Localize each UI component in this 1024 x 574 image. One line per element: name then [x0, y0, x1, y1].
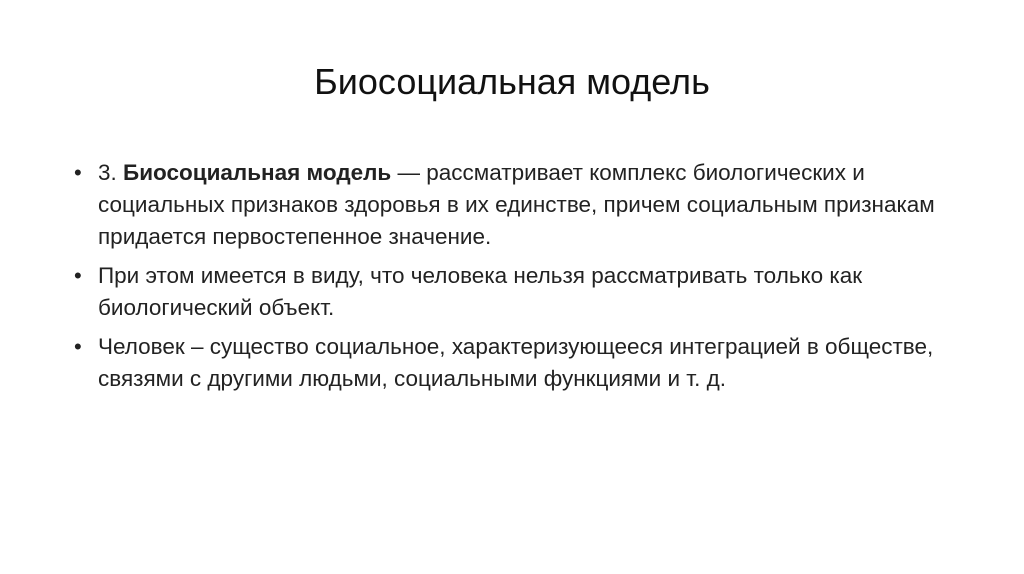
bullet-dot-icon: • — [74, 263, 82, 288]
bullet-text: При этом имеется в виду, что человека нельзя рассматривать только как биологический объект. — [98, 263, 863, 320]
bullet-dot-icon: • — [74, 334, 82, 359]
bullet-list — [74, 157, 954, 402]
bullet-dot-icon: • — [74, 160, 82, 185]
bullet-item-2 — [74, 260, 954, 324]
bullet-term: Биосоциальная модель — [123, 160, 392, 185]
bullet-prefix: 3. — [98, 160, 124, 185]
bullet-text: — рассматривает комплекс биологических и социальных признаков здоровья в их единстве, причем социальным признакам придается первостепенное значение. — [98, 160, 935, 249]
bullet-item-1 — [74, 157, 954, 253]
slide-title: Биосоциальная модель — [314, 61, 710, 102]
bullet-item-3 — [74, 331, 954, 395]
bullet-text: Человек – существо социальное, характеризующееся интеграцией в обществе, связями с другими людьми, социальными функциями и т. д. — [98, 334, 934, 391]
